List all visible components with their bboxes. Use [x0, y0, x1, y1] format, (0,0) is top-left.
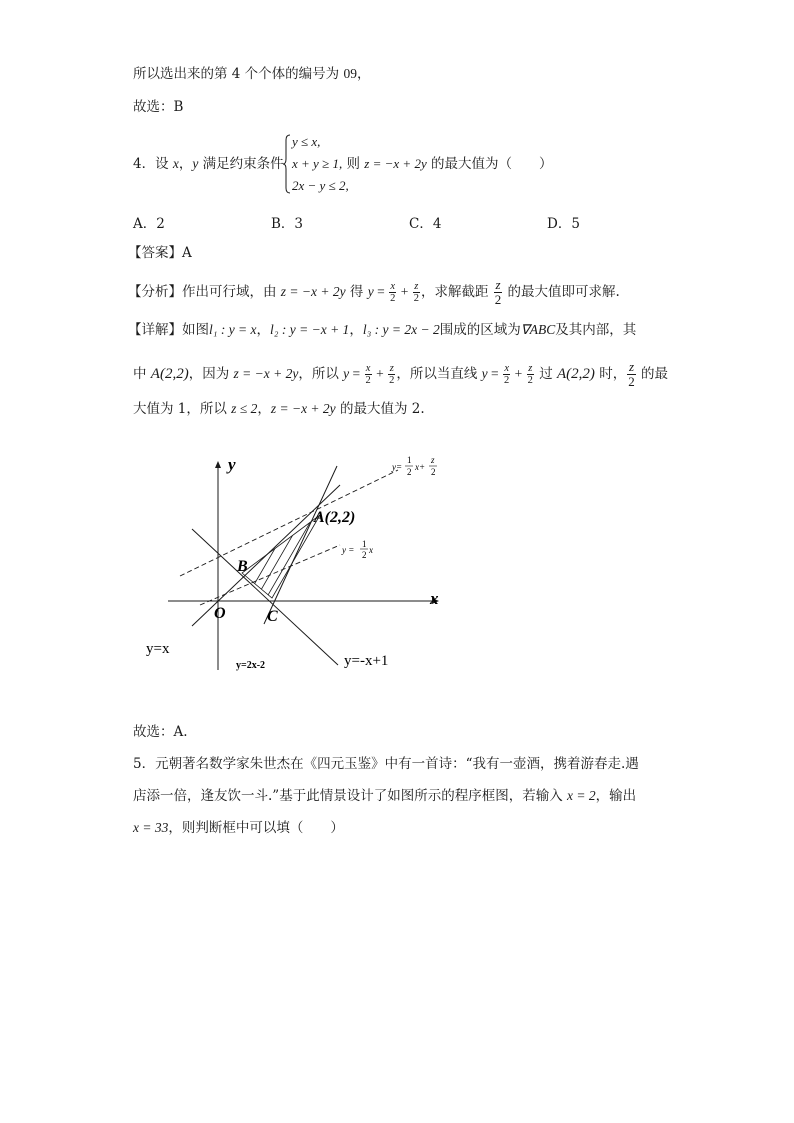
svg-text:z: z [431, 455, 435, 465]
line-y-eq-2x-minus-2 [264, 466, 337, 624]
answer-line: 【答案】A [128, 245, 192, 261]
system-brace [283, 134, 291, 194]
question-4-stem: 4．设 x，y 满足约束条件 [133, 156, 284, 172]
solution-text-line: 所以选出来的第 4 个个体的编号为 09， [133, 66, 371, 82]
detail-line-3: 大值为 1，所以 z ≤ 2，z = −x + 2y 的最大值为 2. [133, 401, 425, 417]
option-c: C．4 [409, 216, 442, 232]
detail-line-1: 【详解】如图l₁ : y = x，l₂ : y = −x + 1，l₃ : y = 2x − 2围成的区域为∇ABC及其内部，其 [128, 322, 637, 338]
constraint-3: 2x − y ≤ 2, [292, 178, 349, 193]
y-axis-label: y [228, 455, 236, 474]
option-b: B．3 [271, 216, 304, 232]
question-5-line-2: 店添一倍，逢友饮一斗.”基于此情景设计了如图所示的程序框图，若输入 x = 2，输出 [133, 788, 637, 804]
label-y-eq-2x-2: y=2x-2 [236, 660, 266, 671]
point-a-label: A(2,2) [314, 509, 356, 526]
fraction-intercept: $\frac{z}{2}$ [494, 277, 502, 307]
fraction-x-over-2: $\frac{x}{2}$ [390, 281, 396, 304]
label-y-eq-neg-x-1: y=-x+1 [344, 653, 389, 669]
point-c-label: C [267, 608, 278, 625]
svg-text:2: 2 [362, 550, 367, 560]
fraction-z-over-2: $\frac{z}{2}$ [413, 281, 419, 304]
choice-conclusion-2: 故选：A. [133, 724, 188, 740]
constraint-1: y ≤ x, [292, 134, 321, 149]
option-d: D．5 [547, 216, 580, 232]
x-axis-label: x [430, 589, 439, 608]
svg-text:x+: x+ [415, 462, 426, 472]
detail-line-2: 中 A(2,2)，因为 z = −x + 2y，所以 y = $\frac{x}{2}$ + $\frac{z}{2}$ ，所以当直线 y = $\frac{x}{2}$ + $\frac{z}{2}$ 过 A(2,2) 时， $\frac{z}{2}$ 的最 [133, 359, 669, 389]
choice-conclusion: 故选：B [133, 99, 184, 115]
label-objective-line [391, 455, 437, 477]
analysis-line: 【分析】作出可行域，由 z = −x + 2y 得 y = $\frac{x}{2}$ + $\frac{z}{2}$ ，求解截距 $\frac{z}{2}$ 的最大值即可求解. [128, 277, 620, 307]
svg-text:x: x [369, 545, 373, 555]
line-y-eq-neg-x-plus-1 [192, 529, 338, 665]
svg-text:y=: y= [392, 462, 403, 472]
dashed-line-objective [180, 470, 398, 576]
svg-text:1: 1 [362, 539, 367, 549]
svg-text:1: 1 [407, 455, 412, 465]
question-5-line-1: 5．元朝著名数学家朱世杰在《四元玉鉴》中有一首诗：“我有一壶酒，携着游春走.遇 [133, 756, 639, 772]
label-y-eq-half-x [341, 539, 373, 560]
label-y-eq-x: y=x [146, 641, 170, 657]
feasible-region-figure [140, 448, 460, 680]
question-5-line-3: x = 33，则判断框中可以填（ ） [133, 820, 344, 836]
point-b-label: B [237, 558, 248, 575]
svg-text:2: 2 [407, 467, 412, 477]
option-a: A．2 [133, 216, 165, 232]
svg-text:2: 2 [431, 467, 436, 477]
origin-label: O [214, 605, 226, 622]
svg-text:y =: y = [342, 545, 355, 555]
constraint-2: x + y ≥ 1, 则 z = −x + 2y 的最大值为（ ） [292, 156, 553, 172]
